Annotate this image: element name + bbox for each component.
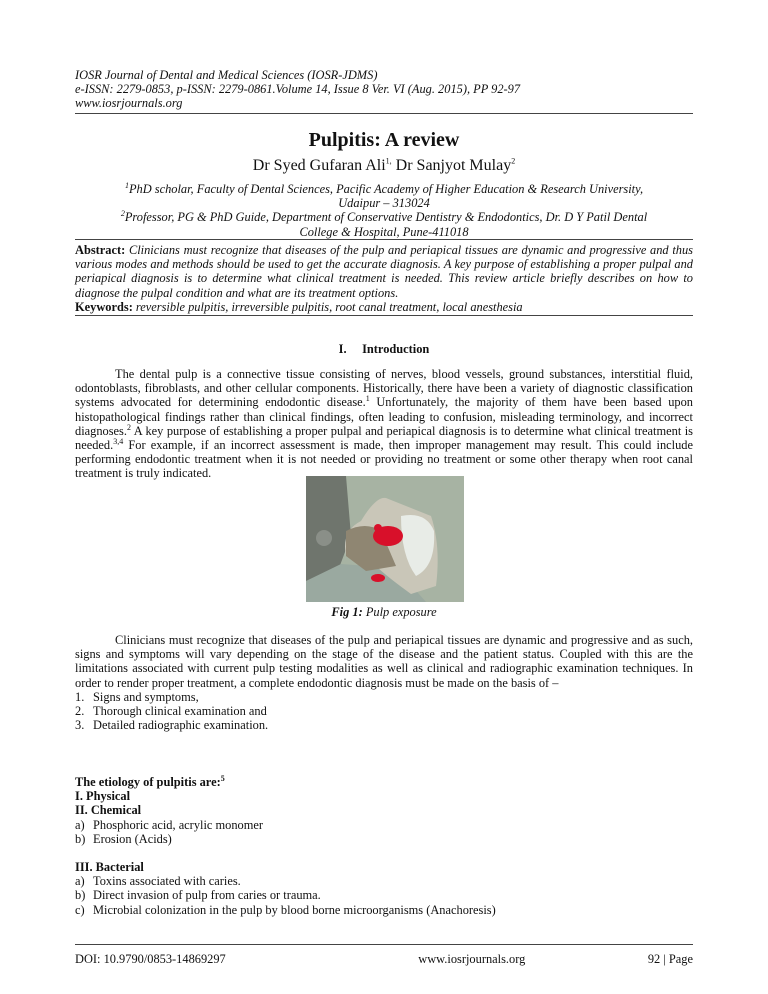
figure-caption-text: Pulp exposure [362, 605, 437, 619]
etiology-section [75, 775, 693, 917]
list-number: 3. [75, 718, 85, 733]
divider [75, 239, 693, 240]
list-item [75, 888, 693, 902]
citation: 1 [365, 394, 370, 404]
list-text: Direct invasion of pulp from caries or trauma. [93, 888, 321, 903]
list-text: Erosion (Acids) [93, 831, 172, 846]
list-item [75, 690, 693, 704]
footer-website: www.iosrjournals.org [418, 952, 526, 966]
aff-1-line1: PhD scholar, Faculty of Dental Sciences, Pacific Academy of Higher Education & Research University, [128, 182, 644, 196]
list-number: 2. [75, 704, 85, 719]
list-item [75, 818, 693, 832]
section-title: Introduction [362, 342, 430, 356]
list-item [75, 903, 693, 917]
intro-text: For example, if an incorrect assessment is made, then improper management may result. This could include performing endodontic treatment when it is not needed or providing no treatment or some other therapy when root canal treatment is truly indicated. [75, 438, 693, 481]
list-number: 1. [75, 689, 85, 704]
affiliations [75, 182, 693, 239]
keywords-label: Keywords: [75, 299, 133, 314]
aff-1-line2: Udaipur – 313024 [338, 196, 430, 211]
list-letter: b) [75, 888, 86, 903]
journal-header [75, 68, 693, 111]
list-letter: a) [75, 817, 85, 832]
author-1: Dr Syed Gufaran Ali [252, 157, 386, 174]
page-footer [75, 952, 693, 966]
etiology-chemical: II. Chemical [75, 803, 142, 818]
footer-doi: DOI: 10.9790/0853-14869297 [75, 952, 226, 966]
paper-title: Pulpitis: A review [308, 129, 460, 151]
abstract-text: Clinicians must recognize that diseases of the pulp and periapical tissues are dynamic and progressive and thus various modes and methods should be used to get the accurate diagnosis. A key purpose of establishing a proper pulpal and periapical diagnosis is to determine what clinical treatment is needed. This review article briefly describes on how to diagnose the pulpal condition and what are its treatment options. [75, 243, 693, 300]
citation: 2 [126, 422, 131, 432]
figure-caption [75, 605, 693, 619]
etiology-bacterial: III. Bacterial [75, 860, 144, 875]
authors [75, 156, 693, 176]
intro-text: Unfortunately, the majority of them have been based upon histopathological findings rather than clinical findings, often leading to confusion, misleading terminology, and incorrect diagnoses. [75, 395, 693, 438]
divider [75, 315, 693, 316]
section-number: I. [338, 342, 347, 356]
abstract [75, 243, 693, 314]
paragraph-2 [75, 633, 693, 732]
figure-label: Fig 1: [331, 605, 363, 619]
journal-name: IOSR Journal of Dental and Medical Sciences (IOSR-JDMS) [75, 68, 378, 82]
journal-issn: e-ISSN: 2279-0853, p-ISSN: 2279-0861.Volume 14, Issue 8 Ver. VI (Aug. 2015), PP 92-97 [75, 82, 521, 97]
abstract-label: Abstract: [75, 243, 126, 257]
divider [75, 113, 693, 114]
citation: 3,4 [113, 436, 124, 446]
aff-2-line2: College & Hospital, Pune-411018 [299, 224, 469, 239]
footer-page-number: 92 | Page [647, 952, 693, 966]
journal-website: www.iosrjournals.org [75, 96, 183, 111]
list-letter: a) [75, 874, 85, 889]
list-text: Signs and symptoms, [93, 689, 199, 704]
pulp-exposure-photo [306, 476, 464, 602]
list-text: Microbial colonization in the pulp by blood borne microorganisms (Anachoresis) [93, 902, 496, 917]
etiology-heading: The etiology of pulpitis are: [75, 775, 221, 789]
aff-2-sup: 2 [120, 209, 125, 219]
list-item [75, 832, 693, 846]
list-letter: c) [75, 902, 85, 917]
aff-1-sup: 1 [124, 180, 129, 190]
list-text: Toxins associated with caries. [93, 874, 241, 889]
section-heading [75, 342, 693, 356]
intro-text: A key purpose of establishing a proper pulpal and periapical diagnosis is to determine what clinical treatment is needed. [75, 423, 693, 453]
author-1-sup: 1, [385, 156, 392, 166]
author-2: Dr Sanjyot Mulay [391, 157, 512, 174]
list-item [75, 704, 693, 718]
list-text: Phosphoric acid, acrylic monomer [93, 817, 263, 832]
basis-list [75, 690, 693, 733]
etiology-physical: I. Physical [75, 789, 131, 804]
keywords-text: reversible pulpitis, irreversible pulpitis, root canal treatment, local anesthesia [132, 299, 523, 314]
list-item [75, 874, 693, 888]
list-letter: b) [75, 831, 86, 846]
list-text: Thorough clinical examination and [93, 704, 267, 719]
list-text: Detailed radiographic examination. [93, 718, 269, 733]
aff-2-line1: Professor, PG & PhD Guide, Department of Conservative Dentistry & Endodontics, Dr. D Y Patil Dental [124, 210, 648, 225]
citation: 5 [220, 773, 225, 783]
intro-paragraph [75, 367, 693, 481]
intro-text: The dental pulp is a connective tissue consisting of nerves, blood vessels, ground substances, interstitial fluid, odontoblasts, fibroblasts, and other cellular components. Historically, there have been a variety of diagnostic classification systems advocated for determining endodontic disease. [75, 367, 693, 410]
author-2-sup: 2 [511, 156, 516, 166]
list-item [75, 718, 693, 732]
footer-divider [75, 944, 693, 945]
paragraph-text: Clinicians must recognize that diseases of the pulp and periapical tissues are dynamic and progressive and as such, signs and symptoms will vary depending on the stage of the disease and the patient status. Coupled with this are the limitations associated with current pulp testing modalities as well as clinical and radiographic examination techniques. In order to render proper treatment, a complete endodontic diagnosis must be made on the basis of – [75, 633, 693, 690]
